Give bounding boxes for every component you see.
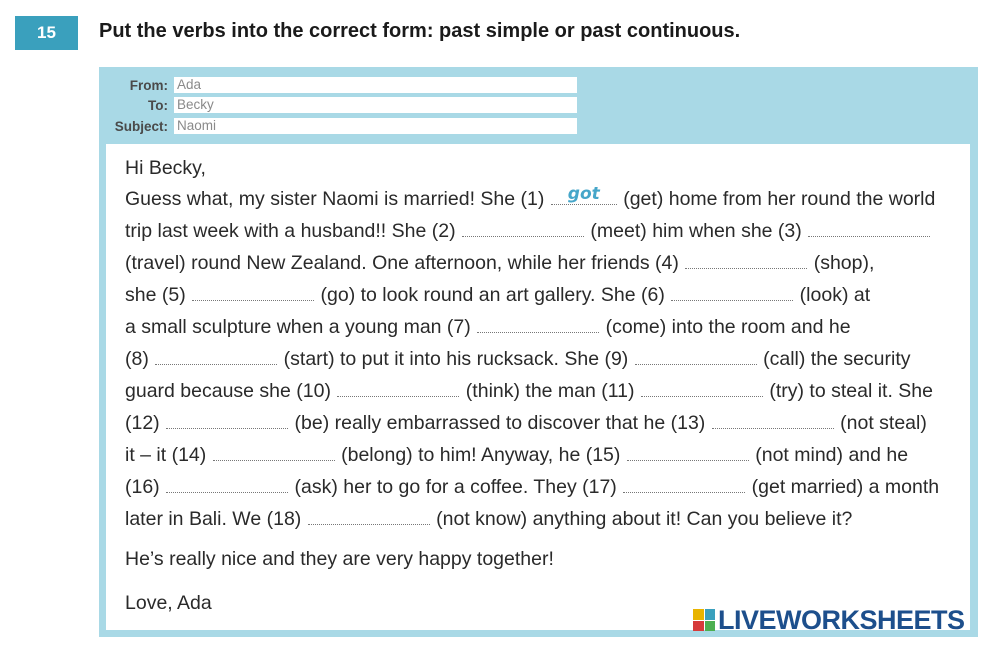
to-field: Becky <box>174 97 577 113</box>
email-subject-row <box>99 117 577 135</box>
answer-blank[interactable] <box>551 184 617 205</box>
line-text: (get) home from her round the world <box>617 188 936 210</box>
line-text: (12) <box>125 412 166 434</box>
email-line <box>125 411 927 435</box>
line-text: she (5) <box>125 284 192 306</box>
logo-square-2 <box>705 609 716 620</box>
answer-blank[interactable] <box>685 252 807 269</box>
line-text: (call) the security <box>757 348 911 370</box>
line-text: (be) really embarrassed to discover that he (13) <box>289 412 711 434</box>
line-text: (8) <box>125 348 155 370</box>
line-text: (meet) him when she (3) <box>585 220 808 242</box>
email-line <box>125 315 851 339</box>
filled-answer: got <box>567 184 600 204</box>
answer-blank[interactable] <box>192 284 314 301</box>
line-text: Guess what, my sister Naomi is married! She (1) <box>125 188 550 210</box>
line-text: (get married) a month <box>746 476 940 498</box>
line-text: (shop), <box>808 252 875 274</box>
answer-blank[interactable] <box>623 476 745 493</box>
line-text: (ask) her to go for a coffee. They (17) <box>289 476 623 498</box>
logo-mark-icon <box>693 609 715 631</box>
line-text: (come) into the room and he <box>600 316 851 338</box>
email-to-row <box>99 96 577 114</box>
exercise-number: 15 <box>37 23 56 42</box>
subject-label: Subject: <box>114 118 168 134</box>
answer-blank[interactable] <box>308 508 430 525</box>
answer-blank[interactable] <box>641 380 763 397</box>
exercise-number-badge <box>15 16 78 50</box>
line-text: later in Bali. We (18) <box>125 508 307 530</box>
email-frame <box>99 67 978 637</box>
answer-blank[interactable] <box>337 380 459 397</box>
logo-text: LIVEWORKSHEETS <box>718 605 965 635</box>
answer-blank[interactable] <box>808 220 930 237</box>
line-text: (look) at <box>794 284 871 306</box>
email-line <box>125 347 911 371</box>
answer-blank[interactable] <box>155 348 277 365</box>
answer-blank[interactable] <box>166 476 288 493</box>
line-text: (think) the man (11) <box>460 380 640 402</box>
exercise-instruction: Put the verbs into the correct form: past simple or past continuous. <box>99 20 741 42</box>
line-text: a small sculpture when a young man (7) <box>125 316 477 338</box>
answer-blank[interactable] <box>477 316 599 333</box>
email-line <box>125 507 852 531</box>
logo-square-3 <box>693 621 704 632</box>
answer-blank[interactable] <box>712 412 834 429</box>
liveworksheets-logo <box>693 606 965 634</box>
answer-blank[interactable] <box>627 444 749 461</box>
from-label: From: <box>129 77 168 93</box>
line-text: (belong) to him! Anyway, he (15) <box>335 444 626 466</box>
email-line <box>125 219 931 243</box>
to-label: To: <box>148 97 168 113</box>
email-line <box>125 283 870 307</box>
line-text: (not know) anything about it! Can you believe it? <box>430 508 853 530</box>
email-line <box>125 475 939 499</box>
line-text: (16) <box>125 476 166 498</box>
email-line <box>125 443 908 467</box>
email-line <box>125 379 933 403</box>
email-closing-line: He’s really nice and they are very happy together! <box>125 548 554 570</box>
email-from-row <box>99 76 577 94</box>
email-line <box>125 184 936 211</box>
line-text: (not mind) and he <box>749 444 909 466</box>
logo-square-1 <box>693 609 704 620</box>
line-text: it – it (14) <box>125 444 212 466</box>
line-text: (travel) round New Zealand. One afternoon, while her friends (4) <box>125 252 685 274</box>
line-text: trip last week with a husband!! She (2) <box>125 220 462 242</box>
answer-blank[interactable] <box>671 284 793 301</box>
answer-blank[interactable] <box>213 444 335 461</box>
answer-blank[interactable] <box>635 348 757 365</box>
line-text: (try) to steal it. She <box>763 380 933 402</box>
logo-square-4 <box>705 621 716 632</box>
email-body <box>106 144 970 630</box>
email-greeting: Hi Becky, <box>125 157 206 179</box>
line-text: (go) to look round an art gallery. She (6) <box>315 284 671 306</box>
subject-field: Naomi <box>174 118 577 134</box>
from-field: Ada <box>174 77 577 93</box>
line-text: (not steal) <box>834 412 927 434</box>
line-text: (start) to put it into his rucksack. She (9) <box>278 348 634 370</box>
line-text: guard because she (10) <box>125 380 337 402</box>
answer-blank[interactable] <box>166 412 288 429</box>
email-signoff: Love, Ada <box>125 592 212 614</box>
email-line <box>125 251 874 275</box>
answer-blank[interactable] <box>462 220 584 237</box>
